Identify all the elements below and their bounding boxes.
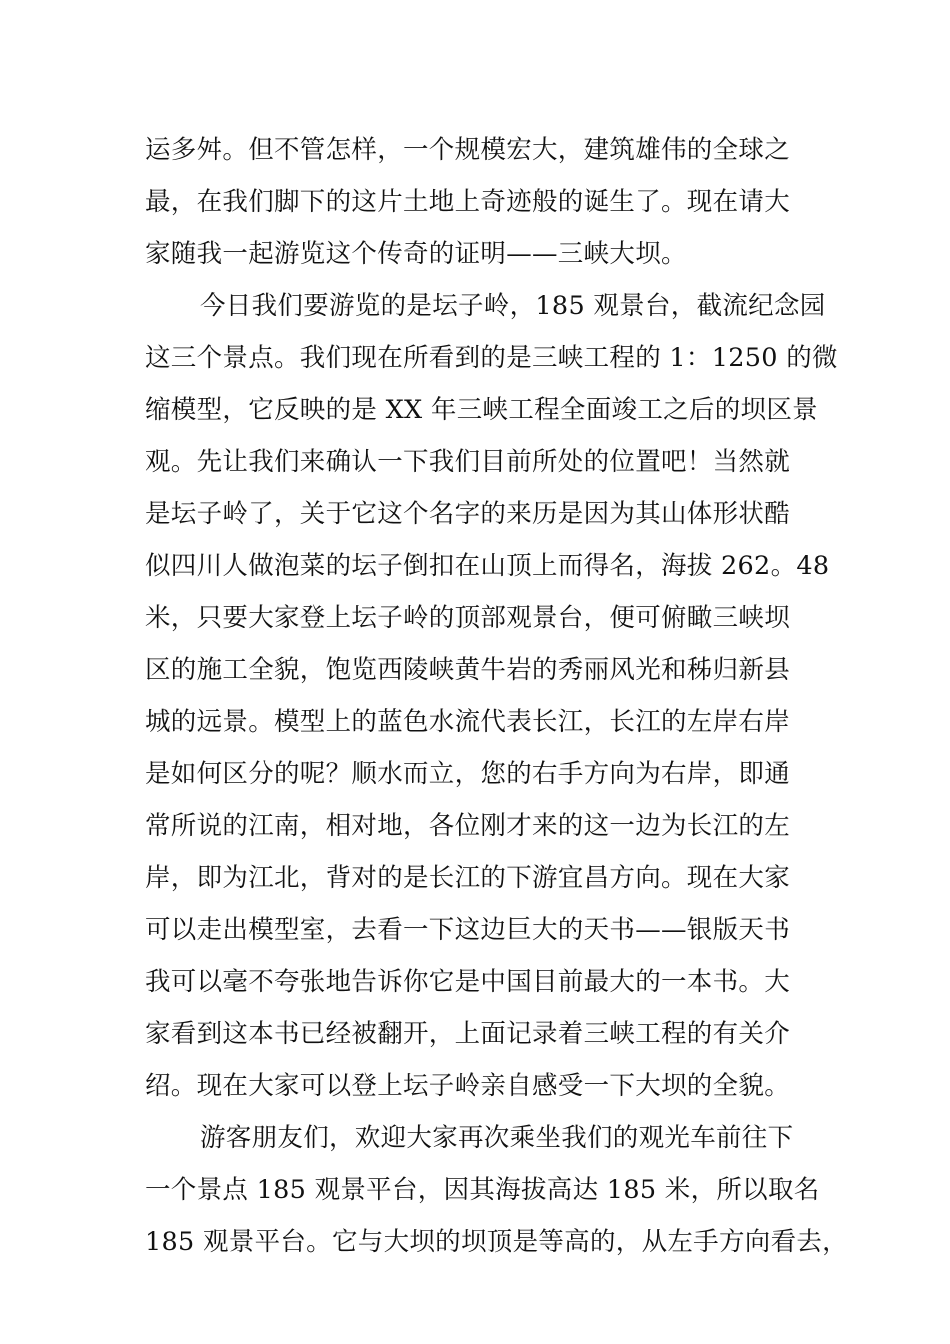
text-line: 185 观景平台。它与大坝的坝顶是等高的，从左手方向看去， xyxy=(145,1227,848,1257)
document-body xyxy=(145,124,848,1268)
text-line: 城的远景。模型上的蓝色水流代表长江，长江的左岸右岸 xyxy=(145,707,791,737)
text-line: 我可以毫不夸张地告诉你它是中国目前最大的一本书。大 xyxy=(145,967,791,997)
text-line: 米，只要大家登上坛子岭的顶部观景台，便可俯瞰三峡坝 xyxy=(145,603,791,633)
text-line: 家看到这本书已经被翻开，上面记录着三峡工程的有关介 xyxy=(145,1019,791,1049)
text-line: 可以走出模型室，去看一下这边巨大的天书——银版天书 xyxy=(145,915,791,945)
text-line: 是坛子岭了，关于它这个名字的来历是因为其山体形状酷 xyxy=(145,499,791,529)
paragraph-2 xyxy=(145,280,838,1112)
text-line: 一个景点 185 观景平台，因其海拔高达 185 米，所以取名 xyxy=(145,1175,820,1205)
text-line: 这三个景点。我们现在所看到的是三峡工程的 1：1250 的微 xyxy=(145,343,838,373)
text-line: 绍。现在大家可以登上坛子岭亲自感受一下大坝的全貌。 xyxy=(145,1071,791,1101)
text-line: 岸，即为江北，背对的是长江的下游宜昌方向。现在大家 xyxy=(145,863,791,893)
text-line-first: 游客朋友们，欢迎大家再次乘坐我们的观光车前往下 xyxy=(200,1123,794,1153)
paragraph-3 xyxy=(145,1112,848,1268)
text-line: 区的施工全貌，饱览西陵峡黄牛岩的秀丽风光和秭归新县 xyxy=(145,655,791,685)
text-line: 似四川人做泡菜的坛子倒扣在山顶上而得名，海拔 262。48 xyxy=(145,551,830,581)
paragraph-1 xyxy=(145,124,810,280)
text-line: 观。先让我们来确认一下我们目前所处的位置吧！当然就 xyxy=(145,447,791,477)
text-line: 最，在我们脚下的这片土地上奇迹般的诞生了。现在请大 xyxy=(145,187,791,217)
text-line: 常所说的江南，相对地，各位刚才来的这一边为长江的左 xyxy=(145,811,791,841)
text-line-first: 今日我们要游览的是坛子岭，185 观景台，截流纪念园 xyxy=(200,291,826,321)
text-line: 是如何区分的呢？顺水而立，您的右手方向为右岸，即通 xyxy=(145,759,791,789)
text-line: 运多舛。但不管怎样，一个规模宏大，建筑雄伟的全球之 xyxy=(145,135,791,165)
text-line: 缩模型，它反映的是 XX 年三峡工程全面竣工之后的坝区景 xyxy=(145,395,818,425)
text-line: 家随我一起游览这个传奇的证明——三峡大坝。 xyxy=(145,239,687,269)
